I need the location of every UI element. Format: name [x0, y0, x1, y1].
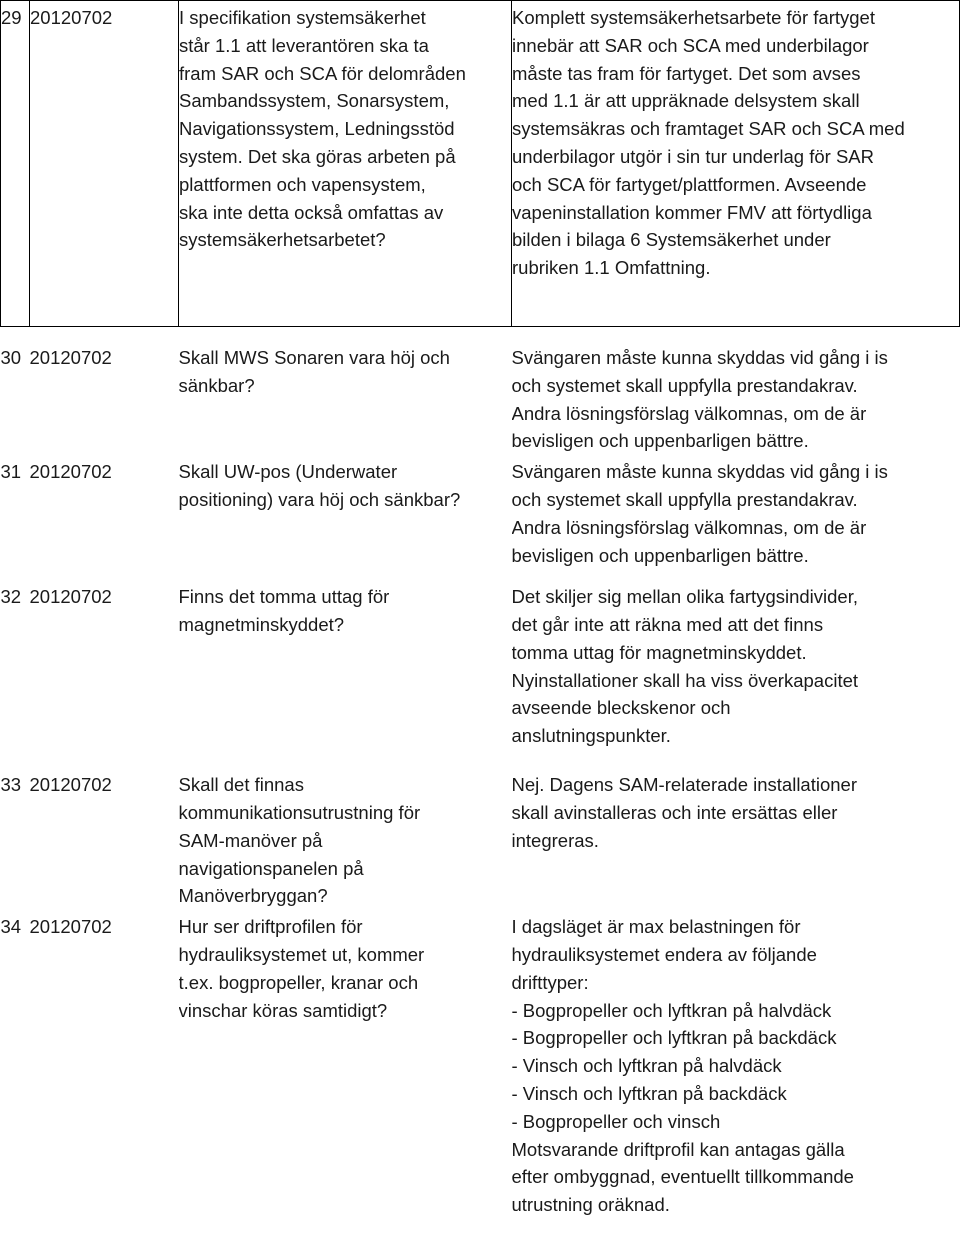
row-number-cell — [1, 768, 30, 910]
answer-text: Svängaren måste kunna skyddas vid gång i is och systemet skall uppfylla prestandakrav. Andra lösningsförslag välkomnas, om de är bevisligen och uppenbarligen bättre. — [511, 461, 888, 566]
table-row — [1, 455, 960, 580]
answer-text: Komplett systemsäkerhetsarbete för fartyget innebär att SAR och SCA med underbilagor måste tas fram för fartyget. Det som avses med 1.1 är att uppräknade delsystem skall systemsäkras och framtaget SAR och SCA med underbilagor utgör i sin tur underlag för SAR och SCA för fartyget/plattformen. Avseende vapeninstallation kommer FMV att förtydliga bilden i bilaga 6 Systemsäkerhet under rubriken 1.1 Omfattning. — [512, 7, 905, 279]
question-text: Finns det tomma uttag för magnetminskyddet? — [178, 586, 390, 635]
table-row — [1, 768, 960, 910]
table-row — [1, 327, 960, 456]
row-date: 20120702 — [29, 586, 112, 608]
answer-cell — [512, 768, 960, 910]
row-number: 33 — [0, 774, 22, 796]
question-text: Skall det finnas kommunikationsutrustning för SAM-manöver på navigationspanelen på Manöverbryggan? — [178, 774, 421, 907]
answer-text: Det skiljer sig mellan olika fartygsindivider, det går inte att räkna med att det finns tomma uttag för magnetminskyddet. Nyinstallationer skall ha viss överkapacitet avseende bleckskenor och anslutningspunkter. — [511, 586, 859, 747]
row-number: 31 — [0, 461, 22, 483]
answer-cell — [512, 580, 960, 768]
row-date-cell — [30, 768, 179, 910]
row-date: 20120702 — [30, 7, 113, 28]
row-date: 20120702 — [29, 347, 112, 368]
row-date: 20120702 — [29, 916, 112, 938]
row-date-cell — [30, 910, 179, 1219]
row-number: 30 — [0, 347, 22, 368]
row-number-cell — [1, 1, 30, 327]
answer-text: Nej. Dagens SAM-relaterade installationer skall avinstalleras och inte ersättas eller integreras. — [511, 774, 858, 851]
row-date-cell — [30, 327, 179, 456]
table-row — [1, 580, 960, 768]
question-cell — [179, 768, 512, 910]
row-number-cell — [1, 327, 30, 456]
answer-cell — [512, 327, 960, 456]
row-date-cell — [30, 1, 179, 327]
row-number-cell — [1, 580, 30, 768]
row-number-cell — [1, 910, 30, 1219]
question-text: Skall MWS Sonaren vara höj och sänkbar? — [178, 347, 450, 396]
answer-cell — [512, 910, 960, 1219]
question-cell — [179, 455, 512, 580]
row-date-cell — [30, 455, 179, 580]
table-row — [1, 910, 960, 1219]
row-number-cell — [1, 455, 30, 580]
table-row — [1, 1, 960, 327]
row-number: 32 — [0, 586, 22, 608]
answer-text: Svängaren måste kunna skyddas vid gång i is och systemet skall uppfylla prestandakrav. Andra lösningsförslag välkomnas, om de är bevisligen och uppenbarligen bättre. — [511, 347, 888, 452]
question-text: I specifikation systemsäkerhet står 1.1 att leverantören ska ta fram SAR och SCA för delområden Sambandssystem, Sonarsystem, Navigationssystem, Ledningsstöd system. Det ska göras arbeten på plattformen och vapensystem, ska inte detta också omfattas av systemsäkerhetsarbetet? — [179, 7, 466, 251]
question-cell — [179, 327, 512, 456]
question-cell — [179, 910, 512, 1219]
answer-cell — [512, 1, 960, 327]
row-date: 20120702 — [29, 774, 112, 796]
answer-cell — [512, 455, 960, 580]
answer-text: I dagsläget är max belastningen för hydrauliksystemet endera av följande drifttyper: - Bogpropeller och lyftkran på halvdäck - Bogpropeller och lyftkran på backdäck - Vinsch och lyftkran på halvdäck - Vinsch och lyftkran på backdäck - Bogpropeller och vinsch Motsvarande driftprofil kan antagas gälla efter ombyggnad, eventuellt tillkommande utrustning oräknad. — [511, 916, 854, 1216]
row-date-cell — [30, 580, 179, 768]
question-cell — [179, 580, 512, 768]
question-text: Hur ser driftprofilen för hydrauliksystemet ut, kommer t.ex. bogpropeller, kranar och vinschar köras samtidigt? — [178, 916, 425, 1021]
row-date: 20120702 — [29, 461, 112, 483]
question-text: Skall UW-pos (Underwater positioning) vara höj och sänkbar? — [178, 461, 461, 510]
row-number: 29 — [1, 7, 22, 28]
row-number: 34 — [0, 916, 22, 938]
question-cell — [179, 1, 512, 327]
